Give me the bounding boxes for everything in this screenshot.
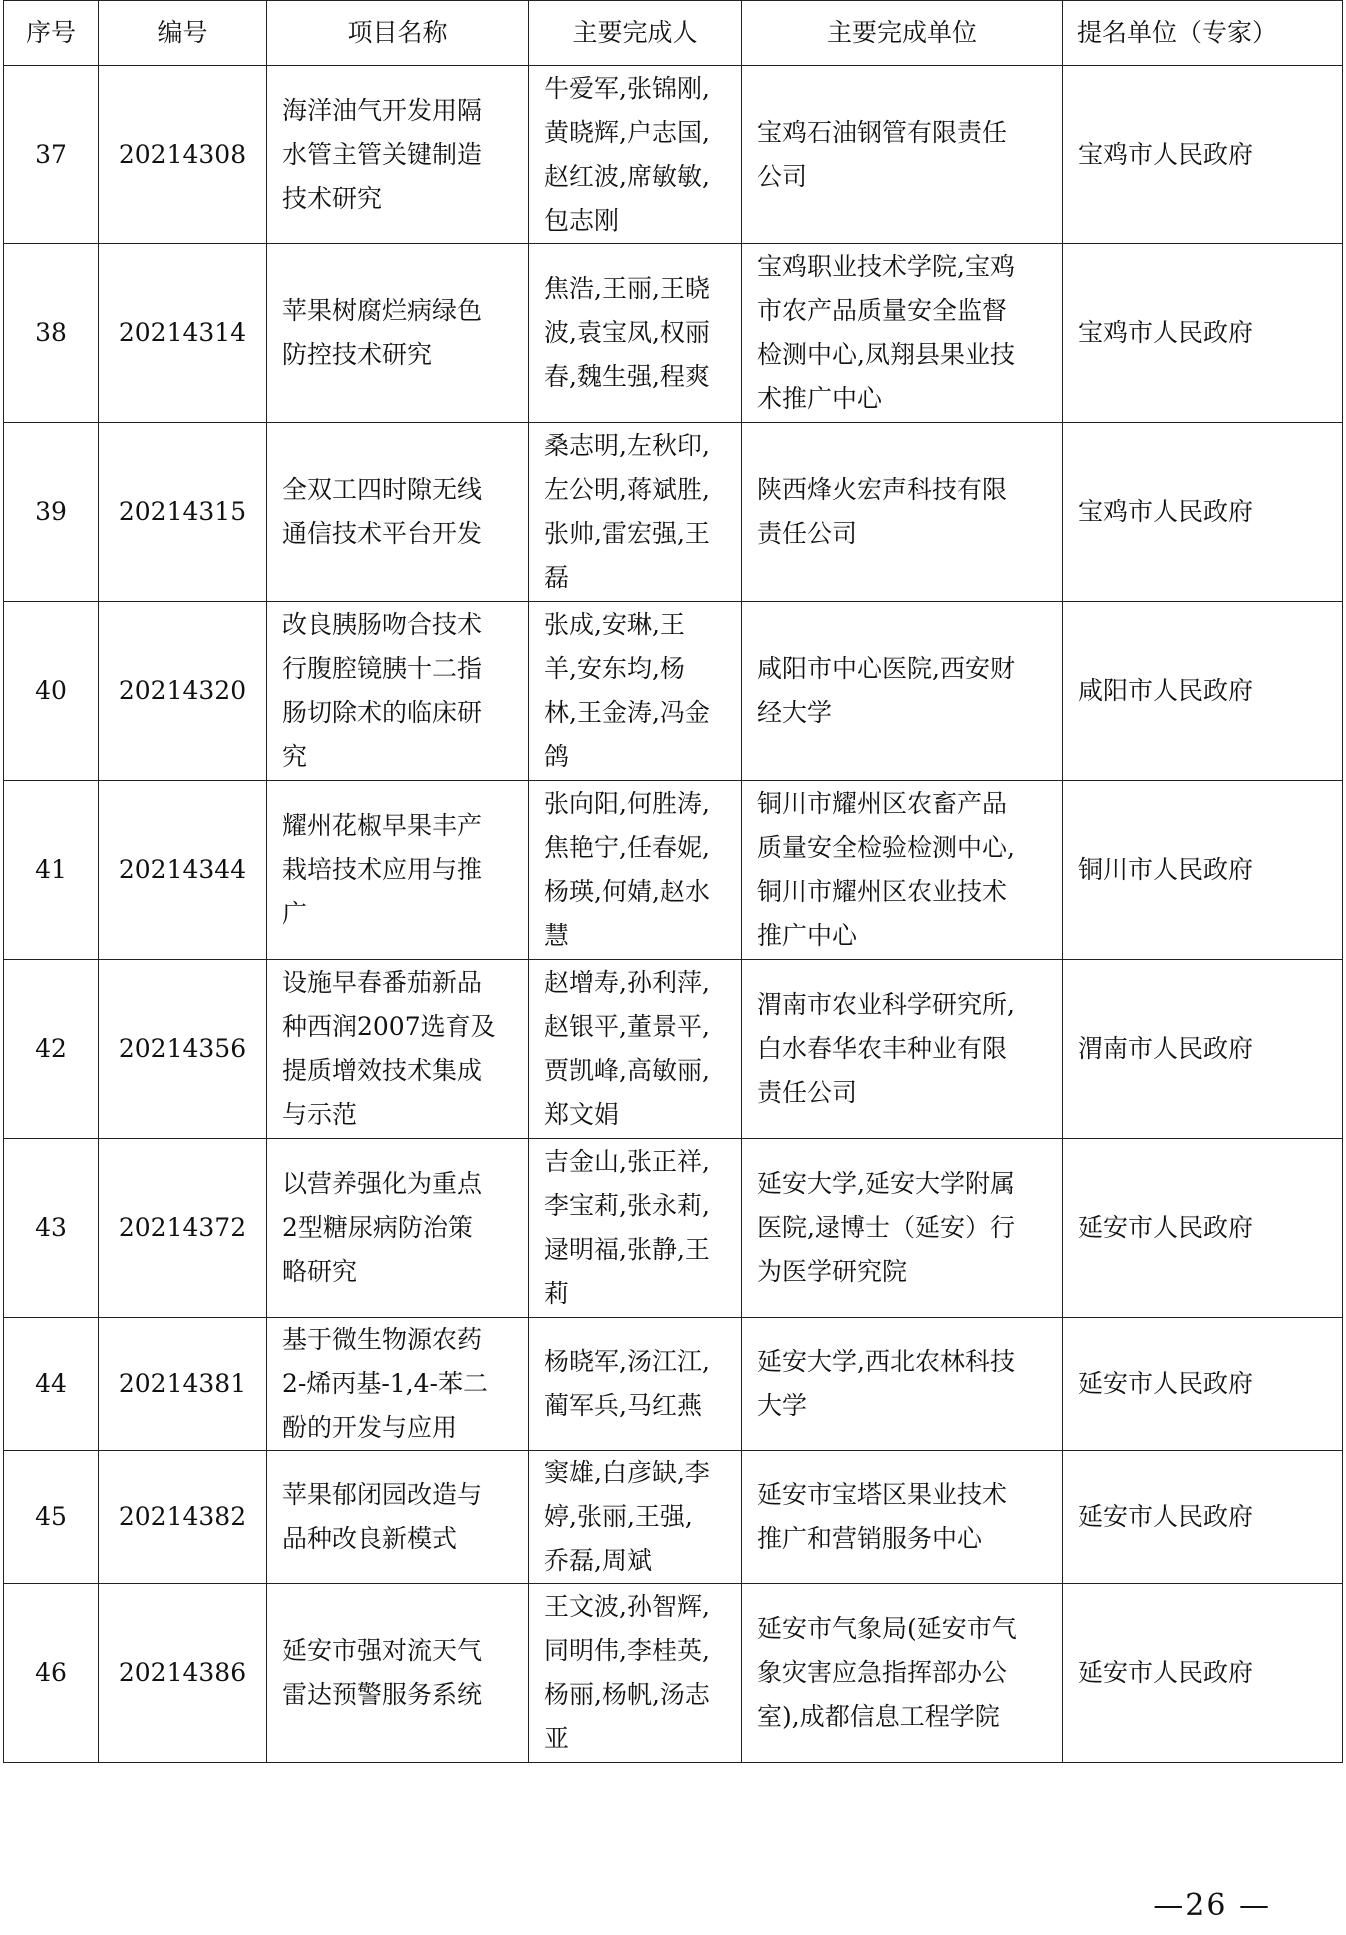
cell-people-line: 婷,张丽,王强, — [544, 1502, 693, 1531]
cell-unit-line: 陕西烽火宏声科技有限 — [757, 475, 1008, 504]
cell-project-name-line: 品种改良新模式 — [282, 1524, 458, 1553]
cell-project-name-line: 防控技术研究 — [282, 340, 433, 369]
table-row — [4, 244, 1343, 423]
cell-project-name-line: 2型糖尿病防治策 — [282, 1213, 473, 1242]
cell-people-line: 吉金山,张正祥, — [544, 1147, 710, 1176]
cell-nominator: 铜川市人民政府 — [1063, 781, 1343, 960]
cell-people-line: 赵银平,董景平, — [544, 1012, 710, 1041]
cell-people — [529, 960, 742, 1139]
cell-unit-line: 推广中心 — [757, 921, 858, 950]
cell-seq: 41 — [4, 781, 99, 960]
cell-nominator: 延安市人民政府 — [1063, 1584, 1343, 1763]
cell-unit-line: 延安大学,延安大学附属 — [757, 1169, 1015, 1198]
cell-people-line: 赵红波,席敏敏, — [544, 161, 710, 191]
header-unit: 主要完成单位 — [742, 1, 1063, 66]
cell-code: 20214344 — [99, 781, 267, 960]
cell-unit-line: 推广和营销服务中心 — [757, 1524, 983, 1553]
cell-people — [529, 423, 742, 602]
cell-project-name-line: 耀州花椒早果丰产 — [282, 811, 483, 840]
cell-people-line: 桑志明,左秋印, — [544, 431, 710, 460]
cell-project-name-line: 海洋油气开发用隔 — [282, 95, 483, 125]
cell-people-line: 左公明,蒋斌胜, — [544, 475, 710, 504]
cell-seq: 39 — [4, 423, 99, 602]
table-row — [4, 1318, 1343, 1451]
table-row — [4, 960, 1343, 1139]
cell-project-name-line: 肠切除术的临床研 — [282, 698, 483, 727]
cell-project-name — [267, 1139, 529, 1318]
header-row — [4, 1, 1343, 66]
cell-nominator: 宝鸡市人民政府 — [1063, 423, 1343, 602]
cell-people-line: 莉 — [544, 1279, 570, 1308]
cell-people-line: 郑文娟 — [544, 1100, 620, 1129]
cell-code: 20214315 — [99, 423, 267, 602]
cell-people — [529, 66, 742, 244]
cell-people-line: 包志刚 — [544, 205, 620, 235]
cell-code: 20214372 — [99, 1139, 267, 1318]
cell-seq: 46 — [4, 1584, 99, 1763]
cell-unit-line: 象灾害应急指挥部办公 — [757, 1658, 1008, 1687]
cell-code: 20214314 — [99, 244, 267, 423]
header-code: 编号 — [99, 1, 267, 66]
cell-project-name-line: 广 — [282, 899, 308, 928]
cell-nominator: 宝鸡市人民政府 — [1063, 66, 1343, 244]
award-table-sheet — [3, 0, 1343, 1763]
cell-people-line: 李宝莉,张永莉, — [544, 1191, 710, 1220]
cell-people — [529, 1584, 742, 1763]
cell-people — [529, 602, 742, 781]
cell-unit-line: 延安市宝塔区果业技术 — [757, 1480, 1008, 1509]
cell-unit-line: 白水春华农丰种业有限 — [757, 1034, 1008, 1063]
cell-unit — [742, 1139, 1063, 1318]
cell-unit-line: 延安大学,西北农林科技 — [757, 1347, 1015, 1376]
cell-people-line: 黄晓辉,户志国, — [544, 117, 710, 147]
cell-people-line: 张向阳,何胜涛, — [544, 789, 710, 818]
cell-unit-line: 质量安全检验检测中心, — [757, 833, 1015, 862]
cell-project-name-line: 技术研究 — [282, 183, 383, 213]
cell-project-name-line: 以营养强化为重点 — [282, 1169, 483, 1198]
cell-project-name-line: 提质增效技术集成 — [282, 1056, 483, 1085]
cell-people — [529, 1139, 742, 1318]
cell-unit — [742, 781, 1063, 960]
cell-project-name — [267, 244, 529, 423]
cell-people-line: 鸽 — [544, 742, 570, 771]
cell-people — [529, 244, 742, 423]
cell-people-line: 焦浩,王丽,王晓 — [544, 274, 710, 303]
cell-people-line: 焦艳宁,任春妮, — [544, 833, 710, 862]
cell-unit-line: 室),成都信息工程学院 — [757, 1702, 1000, 1731]
cell-people-line: 杨瑛,何婧,赵水 — [544, 877, 710, 906]
cell-unit-line: 检测中心,凤翔县果业技 — [757, 340, 1015, 369]
cell-nominator: 渭南市人民政府 — [1063, 960, 1343, 1139]
cell-code: 20214308 — [99, 66, 267, 244]
cell-people-line: 贾凯峰,高敏丽, — [544, 1056, 710, 1085]
cell-unit-line: 铜川市耀州区农畜产品 — [757, 789, 1008, 818]
cell-project-name-line: 种西润2007选育及 — [282, 1012, 496, 1041]
cell-project-name — [267, 602, 529, 781]
cell-project-name — [267, 1451, 529, 1584]
cell-people-line: 王文波,孙智辉, — [544, 1592, 710, 1621]
table-row — [4, 423, 1343, 602]
cell-seq: 43 — [4, 1139, 99, 1318]
header-people: 主要完成人 — [529, 1, 742, 66]
cell-unit-line: 市农产品质量安全监督 — [757, 296, 1008, 325]
cell-seq: 38 — [4, 244, 99, 423]
cell-people-line: 张帅,雷宏强,王 — [544, 519, 710, 548]
cell-project-name-line: 雷达预警服务系统 — [282, 1680, 483, 1709]
cell-unit — [742, 66, 1063, 244]
cell-people — [529, 1451, 742, 1584]
cell-unit-line: 宝鸡职业技术学院,宝鸡 — [757, 252, 1015, 281]
cell-nominator: 延安市人民政府 — [1063, 1451, 1343, 1584]
cell-project-name-line: 通信技术平台开发 — [282, 519, 483, 548]
cell-unit — [742, 423, 1063, 602]
cell-nominator: 延安市人民政府 — [1063, 1318, 1343, 1451]
cell-people-line: 赵增寿,孙利萍, — [544, 968, 710, 997]
cell-unit — [742, 960, 1063, 1139]
cell-people — [529, 781, 742, 960]
cell-unit-line: 医院,逯博士（延安）行 — [757, 1213, 1015, 1242]
cell-seq: 45 — [4, 1451, 99, 1584]
header-seq: 序号 — [4, 1, 99, 66]
cell-project-name-line: 苹果树腐烂病绿色 — [282, 296, 483, 325]
table-row — [4, 1139, 1343, 1318]
cell-project-name-line: 基于微生物源农药 — [282, 1325, 483, 1354]
cell-people-line: 羊,安东均,杨 — [544, 654, 685, 683]
cell-unit-line: 责任公司 — [757, 519, 858, 548]
cell-unit-line: 咸阳市中心医院,西安财 — [757, 654, 1015, 683]
cell-unit — [742, 1584, 1063, 1763]
table-row — [4, 781, 1343, 960]
cell-unit — [742, 1318, 1063, 1451]
cell-people-line: 亚 — [544, 1724, 570, 1753]
cell-unit-line: 大学 — [757, 1391, 808, 1420]
cell-nominator: 延安市人民政府 — [1063, 1139, 1343, 1318]
cell-unit-line: 经大学 — [757, 698, 833, 727]
cell-code: 20214320 — [99, 602, 267, 781]
cell-project-name-line: 水管主管关键制造 — [282, 139, 483, 169]
cell-code: 20214382 — [99, 1451, 267, 1584]
cell-code: 20214356 — [99, 960, 267, 1139]
cell-project-name — [267, 423, 529, 602]
header-project: 项目名称 — [267, 1, 529, 66]
cell-project-name — [267, 1584, 529, 1763]
cell-unit-line: 铜川市耀州区农业技术 — [757, 877, 1008, 906]
cell-project-name-line: 全双工四时隙无线 — [282, 475, 483, 504]
cell-people-line: 张成,安琳,王 — [544, 610, 685, 639]
cell-unit-line: 术推广中心 — [757, 384, 883, 413]
cell-nominator: 咸阳市人民政府 — [1063, 602, 1343, 781]
cell-code: 20214381 — [99, 1318, 267, 1451]
cell-people-line: 林,王金涛,冯金 — [544, 698, 710, 727]
table-row — [4, 66, 1343, 244]
cell-unit-line: 为医学研究院 — [757, 1257, 908, 1286]
cell-unit-line: 责任公司 — [757, 1078, 858, 1107]
cell-project-name-line: 与示范 — [282, 1100, 358, 1129]
cell-unit — [742, 244, 1063, 423]
cell-project-name-line: 2-烯丙基-1,4-苯二 — [282, 1369, 489, 1398]
cell-people-line: 窦雄,白彦缺,李 — [544, 1458, 710, 1487]
cell-seq: 42 — [4, 960, 99, 1139]
cell-people-line: 春,魏生强,程爽 — [544, 362, 710, 391]
header-nominator: 提名单位（专家） — [1063, 1, 1343, 66]
cell-code: 20214386 — [99, 1584, 267, 1763]
cell-people-line: 杨晓军,汤江江, — [544, 1347, 710, 1376]
cell-project-name — [267, 66, 529, 244]
cell-unit-line: 公司 — [757, 161, 808, 191]
cell-people-line: 杨丽,杨帆,汤志 — [544, 1680, 710, 1709]
cell-unit-line: 渭南市农业科学研究所, — [757, 990, 1015, 1019]
table-row — [4, 602, 1343, 781]
cell-people-line: 波,袁宝凤,权丽 — [544, 318, 710, 347]
cell-project-name — [267, 1318, 529, 1451]
cell-people-line: 磊 — [544, 563, 570, 592]
table-body — [4, 66, 1343, 1763]
cell-people-line: 慧 — [544, 921, 570, 950]
cell-seq: 44 — [4, 1318, 99, 1451]
cell-unit — [742, 602, 1063, 781]
cell-people-line: 乔磊,周斌 — [544, 1546, 652, 1575]
table-row — [4, 1584, 1343, 1763]
cell-people-line: 牛爱军,张锦刚, — [544, 73, 710, 103]
cell-unit-line: 宝鸡石油钢管有限责任 — [757, 117, 1008, 147]
award-project-table — [3, 0, 1343, 1763]
cell-project-name-line: 栽培技术应用与推 — [282, 855, 483, 884]
cell-seq: 40 — [4, 602, 99, 781]
page-number: —26 — — [1153, 1888, 1271, 1923]
cell-seq: 37 — [4, 66, 99, 244]
cell-project-name — [267, 960, 529, 1139]
cell-project-name-line: 改良胰肠吻合技术 — [282, 610, 483, 639]
table-row — [4, 1451, 1343, 1584]
cell-project-name-line: 苹果郁闭园改造与 — [282, 1480, 483, 1509]
cell-nominator: 宝鸡市人民政府 — [1063, 244, 1343, 423]
cell-project-name — [267, 781, 529, 960]
cell-project-name-line: 延安市强对流天气 — [282, 1636, 483, 1665]
cell-project-name-line: 设施早春番茄新品 — [282, 968, 483, 997]
cell-project-name-line: 行腹腔镜胰十二指 — [282, 654, 483, 683]
cell-people-line: 逯明福,张静,王 — [544, 1235, 710, 1264]
cell-people-line: 蔺军兵,马红燕 — [544, 1391, 702, 1420]
cell-project-name-line: 究 — [282, 742, 308, 771]
cell-people-line: 同明伟,李桂英, — [544, 1636, 710, 1665]
cell-project-name-line: 酚的开发与应用 — [282, 1413, 458, 1442]
cell-unit — [742, 1451, 1063, 1584]
cell-unit-line: 延安市气象局(延安市气 — [757, 1614, 1017, 1643]
cell-people — [529, 1318, 742, 1451]
cell-project-name-line: 略研究 — [282, 1257, 358, 1286]
